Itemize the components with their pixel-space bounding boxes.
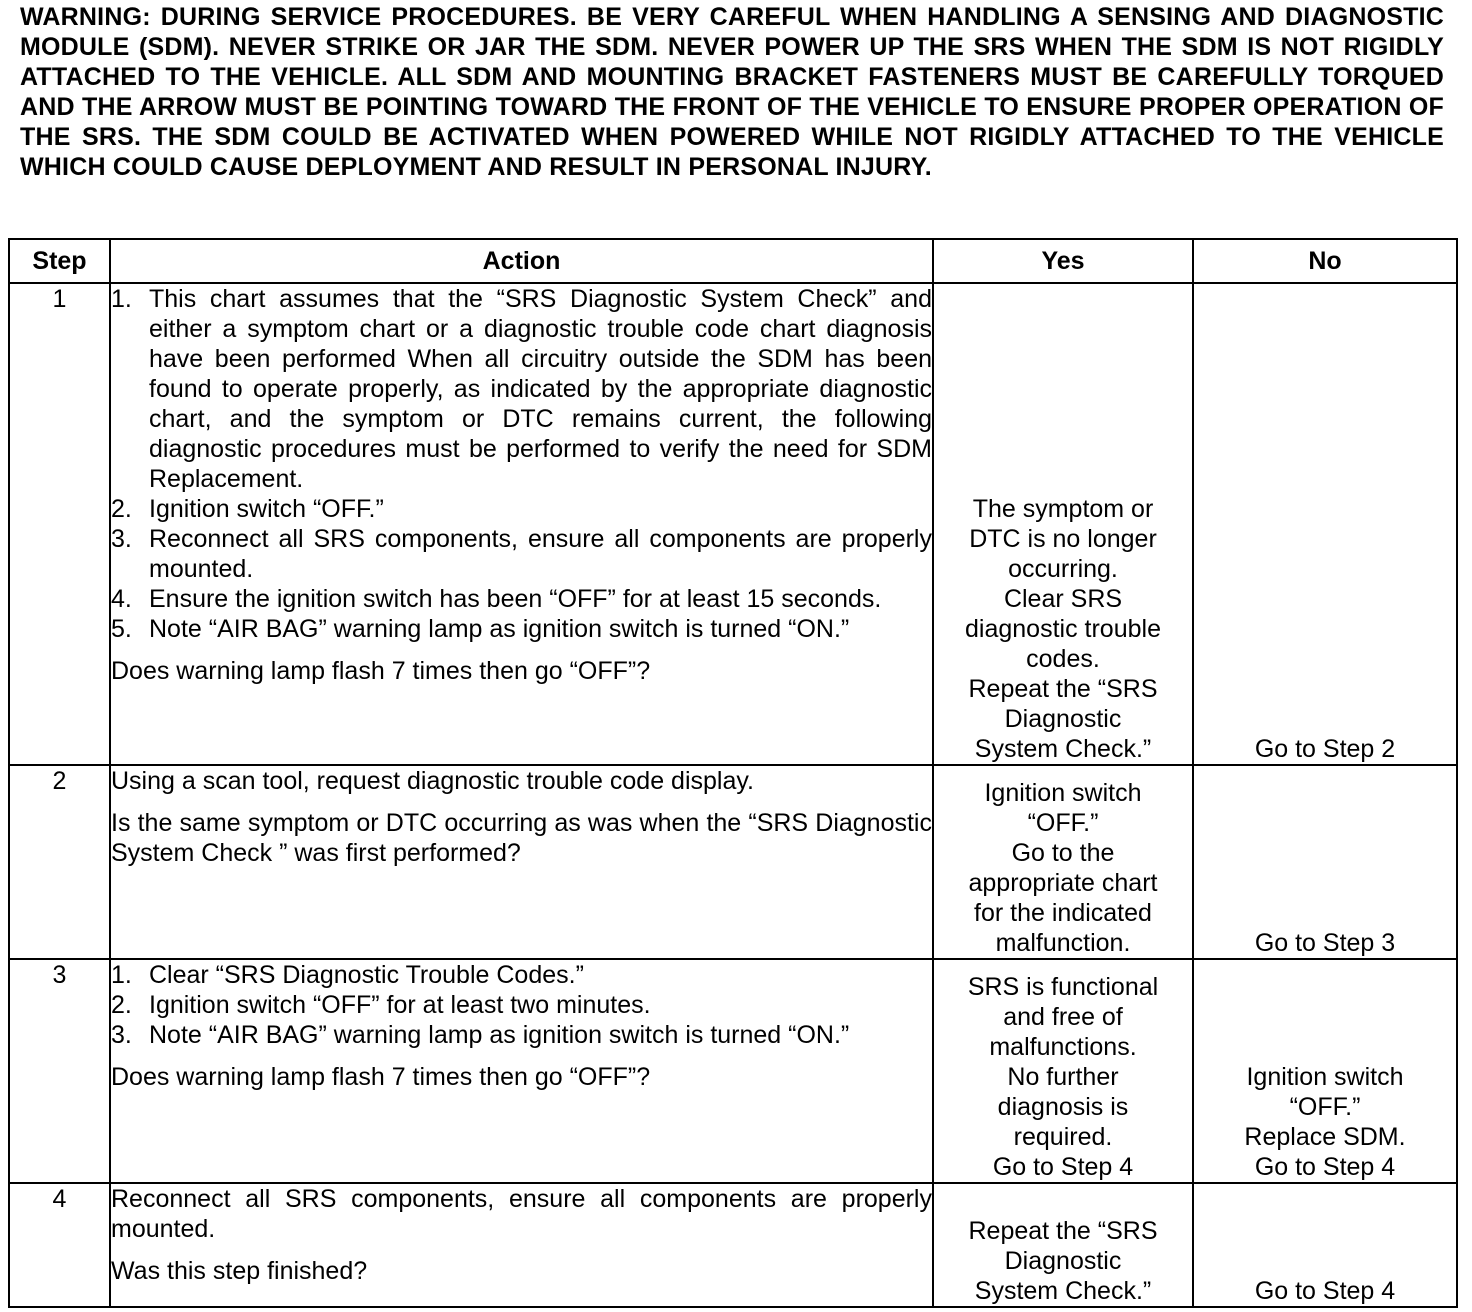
list-item [111, 524, 932, 584]
action-question: Was this step finished? [111, 1257, 368, 1285]
yes-line: occurring. [1008, 555, 1118, 583]
step-number: 2 [9, 765, 110, 959]
header-action: Action [110, 239, 933, 283]
action-question: Does warning lamp flash 7 times then go “OFF”? [111, 657, 651, 685]
list-item [111, 1020, 932, 1050]
yes-line: Repeat the “SRS [968, 675, 1158, 703]
no-line: Ignition switch [1246, 1063, 1404, 1091]
table-row [9, 1183, 1457, 1307]
yes-line: malfunction. [995, 929, 1131, 957]
item-text: Clear “SRS Diagnostic Trouble Codes.” [149, 961, 584, 989]
item-text: This chart assumes that the “SRS Diagnostic System Check” and either a symptom chart or a diagnostic trouble code chart diagnosis have been performed When all circuitry outside the SDM has been found to operate properly, as indicated by the appropriate diagnostic chart, and the symptom or DTC remains current, the following diagnostic procedures must be performed to verify the need for SDM Replacement. [149, 285, 932, 493]
yes-line: for the indicated [974, 899, 1152, 927]
item-text: Ignition switch “OFF” for at least two minutes. [149, 991, 651, 1019]
list-item [111, 614, 932, 644]
list-item [111, 284, 932, 494]
header-yes: Yes [933, 239, 1193, 283]
no-line: Go to Step 4 [1254, 1153, 1396, 1181]
yes-line: SRS is functional [967, 973, 1159, 1001]
item-number: 1. [111, 961, 132, 989]
no-line: Replace SDM. [1244, 1123, 1406, 1151]
yes-line: required. [1013, 1123, 1113, 1151]
item-number: 4. [111, 585, 132, 613]
list-item [111, 584, 932, 614]
yes-line: The symptom or [972, 495, 1154, 523]
no-cell [1193, 959, 1457, 1183]
item-number: 3. [111, 525, 132, 553]
header-no: No [1193, 239, 1457, 283]
list-item [111, 494, 932, 524]
yes-line: malfunctions. [989, 1033, 1137, 1061]
no-line: Go to Step 3 [1254, 929, 1396, 957]
yes-line: Repeat the “SRS [968, 1217, 1158, 1245]
yes-cell [933, 765, 1193, 959]
item-text: Note “AIR BAG” warning lamp as ignition switch is turned “ON.” [149, 1021, 850, 1049]
yes-line: diagnosis is [997, 1093, 1129, 1121]
action-cell [110, 1183, 933, 1307]
action-list [111, 284, 932, 644]
action-text: Reconnect all SRS components, ensure all components are properly mounted. [111, 1185, 932, 1243]
warning-notice: WARNING: DURING SERVICE PROCEDURES. BE VERY CAREFUL WHEN HANDLING A SENSING AND DIAGNOSTIC MODULE (SDM). NEVER STRIKE OR JAR THE SDM. NEVER POWER UP THE SRS WHEN THE SDM IS NOT RIGIDLY ATTACHED TO THE VEHICLE. ALL SDM AND MOUNTING BRACKET FASTENERS MUST BE CAREFULLY TORQUED AND THE ARROW MUST BE POINTING TOWARD THE FRONT OF THE VEHICLE TO ENSURE PROPER OPERATION OF THE SRS. THE SDM COULD BE ACTIVATED WHEN POWERED WHILE NOT RIGIDLY ATTACHED TO THE VEHICLE WHICH COULD CAUSE DEPLOYMENT AND RESULT IN PERSONAL INJURY. [20, 3, 1444, 181]
yes-line: System Check.” [974, 735, 1152, 763]
action-question: Is the same symptom or DTC occurring as was when the “SRS Diagnostic System Check ” was first performed? [111, 809, 932, 867]
yes-line: “OFF.” [1027, 809, 1099, 837]
action-text: Using a scan tool, request diagnostic trouble code display. [111, 767, 754, 795]
yes-line: DTC is no longer [969, 525, 1157, 553]
yes-line: and free of [1003, 1003, 1123, 1031]
no-line: Go to Step 4 [1254, 1277, 1396, 1305]
no-line: Go to Step 2 [1254, 735, 1396, 763]
item-number: 5. [111, 615, 132, 643]
diagnostic-procedure-table [8, 238, 1458, 1308]
yes-line: No further [1007, 1063, 1119, 1091]
item-number: 1. [111, 285, 132, 313]
item-text: Ensure the ignition switch has been “OFF” for at least 15 seconds. [149, 585, 882, 613]
yes-cell [933, 959, 1193, 1183]
step-number: 3 [9, 959, 110, 1183]
action-cell [110, 283, 933, 765]
step-number: 4 [9, 1183, 110, 1307]
no-cell [1193, 283, 1457, 765]
yes-line: Diagnostic [1004, 1247, 1122, 1275]
item-number: 2. [111, 991, 132, 1019]
table-row [9, 959, 1457, 1183]
no-line: “OFF.” [1289, 1093, 1361, 1121]
item-text: Note “AIR BAG” warning lamp as ignition switch is turned “ON.” [149, 615, 850, 643]
yes-line: Go to Step 4 [992, 1153, 1134, 1181]
yes-line: Go to the [1011, 839, 1115, 867]
item-text: Ignition switch “OFF.” [149, 495, 384, 523]
yes-cell [933, 1183, 1193, 1307]
action-cell [110, 959, 933, 1183]
action-cell [110, 765, 933, 959]
list-item [111, 990, 932, 1020]
list-item [111, 960, 932, 990]
table-row [9, 765, 1457, 959]
yes-line: Ignition switch [984, 779, 1142, 807]
yes-line: codes. [1026, 645, 1100, 673]
step-number: 1 [9, 283, 110, 765]
item-number: 2. [111, 495, 132, 523]
action-list [111, 960, 932, 1050]
item-text: Reconnect all SRS components, ensure all components are properly mounted. [149, 525, 932, 583]
no-cell [1193, 765, 1457, 959]
table-row [9, 283, 1457, 765]
header-step: Step [9, 239, 110, 283]
yes-line: appropriate chart [968, 869, 1158, 897]
yes-cell [933, 283, 1193, 765]
yes-line: diagnostic trouble [965, 615, 1161, 643]
yes-line: Clear SRS [1003, 585, 1123, 613]
table-header-row [9, 239, 1457, 283]
no-cell [1193, 1183, 1457, 1307]
yes-line: System Check.” [974, 1277, 1152, 1305]
yes-line: Diagnostic [1004, 705, 1122, 733]
action-question: Does warning lamp flash 7 times then go “OFF”? [111, 1063, 651, 1091]
item-number: 3. [111, 1021, 132, 1049]
